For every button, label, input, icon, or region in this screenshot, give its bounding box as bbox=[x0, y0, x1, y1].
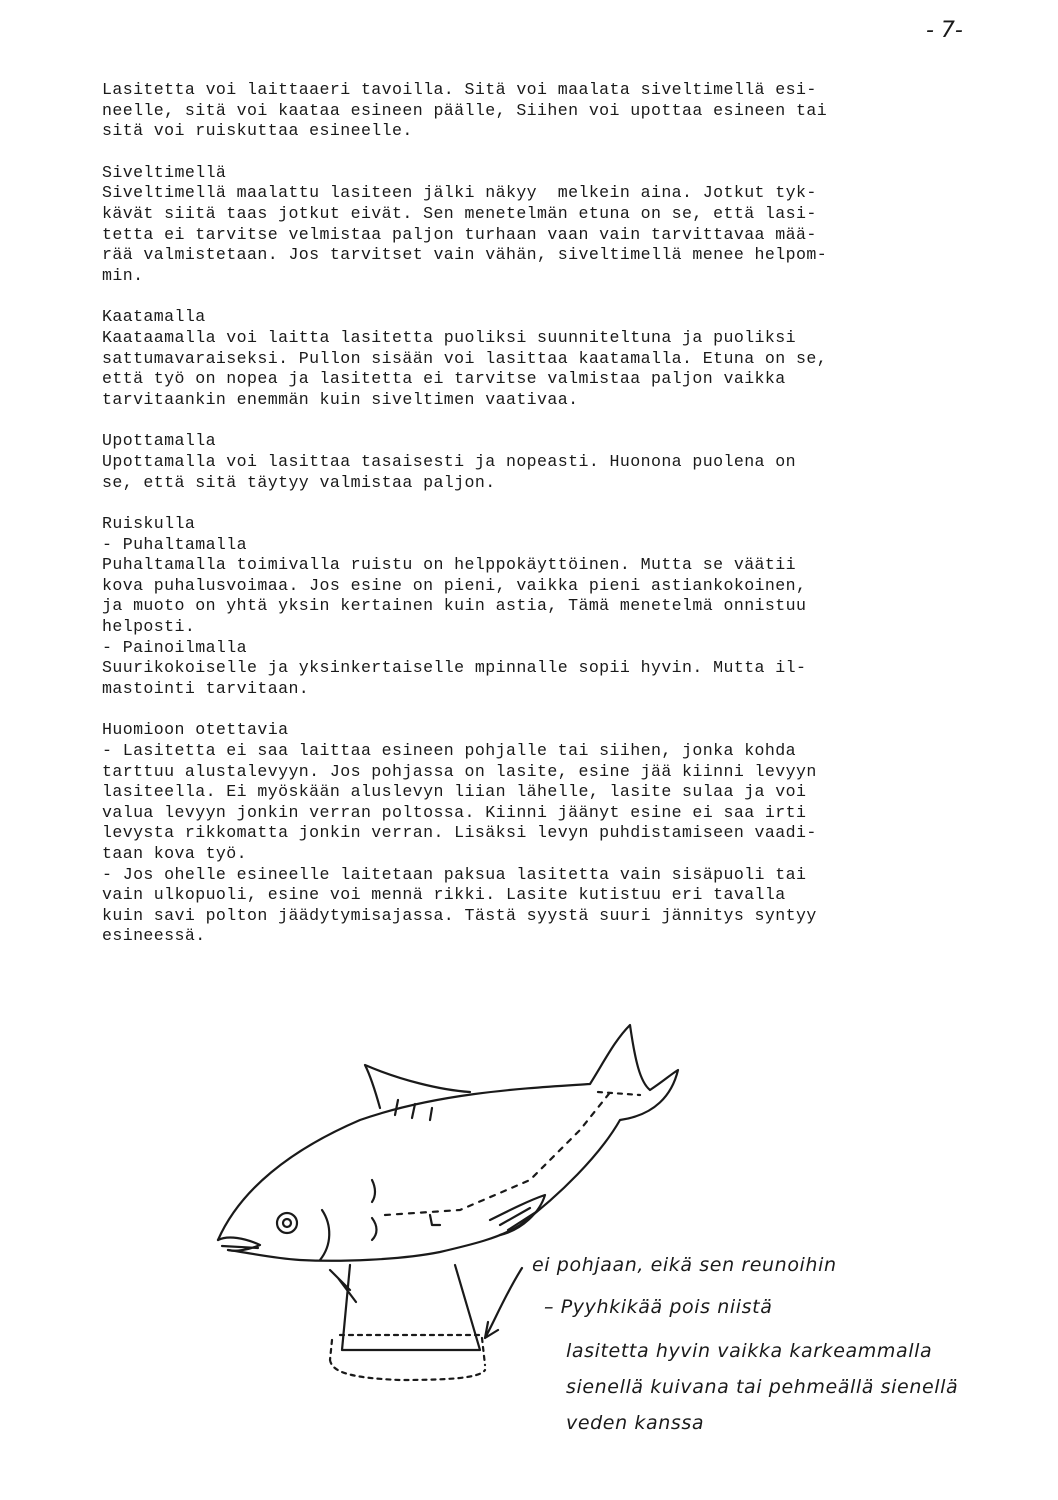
section-gap bbox=[102, 286, 1002, 307]
text-line: Kaataamalla voi laitta lasitetta puoliksi suunniteltuna ja puoliksi bbox=[102, 327, 796, 347]
text-line: valua levyyn jonkin verran poltossa. Kiinni jäänyt esine ei saa irti bbox=[102, 802, 807, 822]
page-number: - 7- bbox=[926, 18, 963, 43]
text-line: sattumavaraiseksi. Pullon sisään voi lasittaa kaatamalla. Etuna on se, bbox=[102, 348, 828, 368]
text-line: - Painoilmalla bbox=[102, 637, 248, 657]
text-line: vain ulkopuoli, esine voi mennä rikki. Lasite kutistuu eri tavalla bbox=[102, 885, 786, 905]
section-heading: Huomioon otettavia bbox=[102, 720, 289, 740]
fish-dorsal-fin bbox=[365, 1065, 470, 1108]
text-line: Puhaltamalla toimivalla ruistu on helppokäyttöinen. Mutta se väätii bbox=[102, 555, 796, 575]
stand-base-dashed bbox=[330, 1335, 485, 1380]
text-line: kova puhalusvoimaa. Jos esine on pieni, vaikka pieni astiankokoinen, bbox=[102, 575, 807, 595]
text-line: kävät siitä taas jotkut eivät. Sen menetelmän etuna on se, että lasi- bbox=[102, 203, 817, 223]
text-line: Upottamalla voi lasittaa tasaisesti ja nopeasti. Huonona puolena on bbox=[102, 451, 796, 471]
text-line: kuin savi polton jäädytymisajassa. Tästä syystä suuri jännitys syntyy bbox=[102, 905, 817, 925]
text-line: taan kova työ. bbox=[102, 844, 248, 863]
section-heading: Ruiskulla bbox=[102, 514, 196, 534]
note-line-4: sienellä kuivana tai pehmeällä sienellä bbox=[566, 1376, 959, 1398]
fish-mouth bbox=[218, 1238, 260, 1251]
section-intro bbox=[102, 80, 1002, 142]
fish-gill bbox=[320, 1210, 329, 1260]
text-line: se, että sitä täytyy valmistaa paljon. bbox=[102, 472, 496, 492]
section-heading: Siveltimellä bbox=[102, 162, 227, 182]
text-body bbox=[102, 80, 1002, 947]
text-line: min. bbox=[102, 265, 144, 285]
text-line: mastointi tarvitaan. bbox=[102, 678, 310, 698]
text-line: Siveltimellä maalattu lasiteen jälki näkyy melkein aina. Jotkut tyk- bbox=[102, 183, 817, 203]
section-heading: Upottamalla bbox=[102, 431, 216, 451]
section-ruiskulla bbox=[102, 514, 1002, 699]
text-line: - Puhaltamalla bbox=[102, 534, 248, 554]
text-line: rää valmistetaan. Jos tarvitset vain vähän, siveltimellä menee helpom- bbox=[102, 245, 828, 265]
section-siveltimella bbox=[102, 163, 1002, 287]
text-line: Suurikokoiselle ja yksinkertaiselle mpinnalle sopii hyvin. Mutta il- bbox=[102, 658, 807, 678]
fish-lateral-line bbox=[385, 1090, 612, 1215]
text-line: levysta rikkomatta jonkin verran. Lisäksi levyn puhdistamiseen vaadi- bbox=[102, 823, 817, 843]
section-heading: Kaatamalla bbox=[102, 307, 206, 327]
note-line-3: lasitetta hyvin vaikka karkeammalla bbox=[566, 1340, 933, 1362]
text-line: tarvitaankin enemmän kuin siveltimen vaativaa. bbox=[102, 389, 579, 409]
text-line: - Jos ohelle esineelle laitetaan paksua lasitetta vain sisäpuoli tai bbox=[102, 864, 807, 884]
section-gap bbox=[102, 410, 1002, 431]
text-line: lasiteella. Ei myöskään aluslevyn liian lähelle, lasite sulaa ja voi bbox=[102, 782, 807, 802]
text-line: tetta ei tarvitse velmistaa paljon turhaan vaan vain tarvittavaa mää- bbox=[102, 224, 817, 244]
text-line: Lasitetta voi laittaaeri tavoilla. Sitä voi maalata siveltimellä esi- bbox=[102, 80, 817, 99]
text-line: - Lasitetta ei saa laittaa esineen pohjalle tai siihen, jonka kohda bbox=[102, 741, 796, 761]
fish-stand bbox=[342, 1265, 480, 1350]
text-line: tarttuu alustalevyyn. Jos pohjassa on lasite, esine jää kiinni levyyn bbox=[102, 761, 817, 781]
fish-eye bbox=[277, 1213, 297, 1233]
fish-body bbox=[218, 1025, 678, 1261]
section-gap bbox=[102, 699, 1002, 720]
section-upottamalla bbox=[102, 431, 1002, 493]
note-line-1: ei pohjaan, eikä sen reunoihin bbox=[532, 1254, 837, 1276]
text-line: sitä voi ruiskuttaa esineelle. bbox=[102, 121, 413, 141]
text-line: esineessä. bbox=[102, 926, 206, 946]
text-line: helposti. bbox=[102, 617, 196, 637]
text-line: ja muoto on yhtä yksin kertainen kuin astia, Tämä menetelmä onnistuu bbox=[102, 596, 807, 616]
section-gap bbox=[102, 493, 1002, 514]
note-line-5: veden kanssa bbox=[566, 1412, 705, 1434]
text-line: neelle, sitä voi kaataa esineen päälle, Siihen voi upottaa esineen tai bbox=[102, 100, 828, 120]
section-huomioon bbox=[102, 720, 1002, 947]
note-line-2: – Pyyhkikää pois niistä bbox=[544, 1296, 773, 1318]
section-gap bbox=[102, 142, 1002, 163]
pointer-arrow bbox=[485, 1268, 522, 1338]
section-kaatamalla bbox=[102, 307, 1002, 410]
text-line: että työ on nopea ja lasitetta ei tarvitse valmistaa paljon vaikka bbox=[102, 369, 786, 389]
